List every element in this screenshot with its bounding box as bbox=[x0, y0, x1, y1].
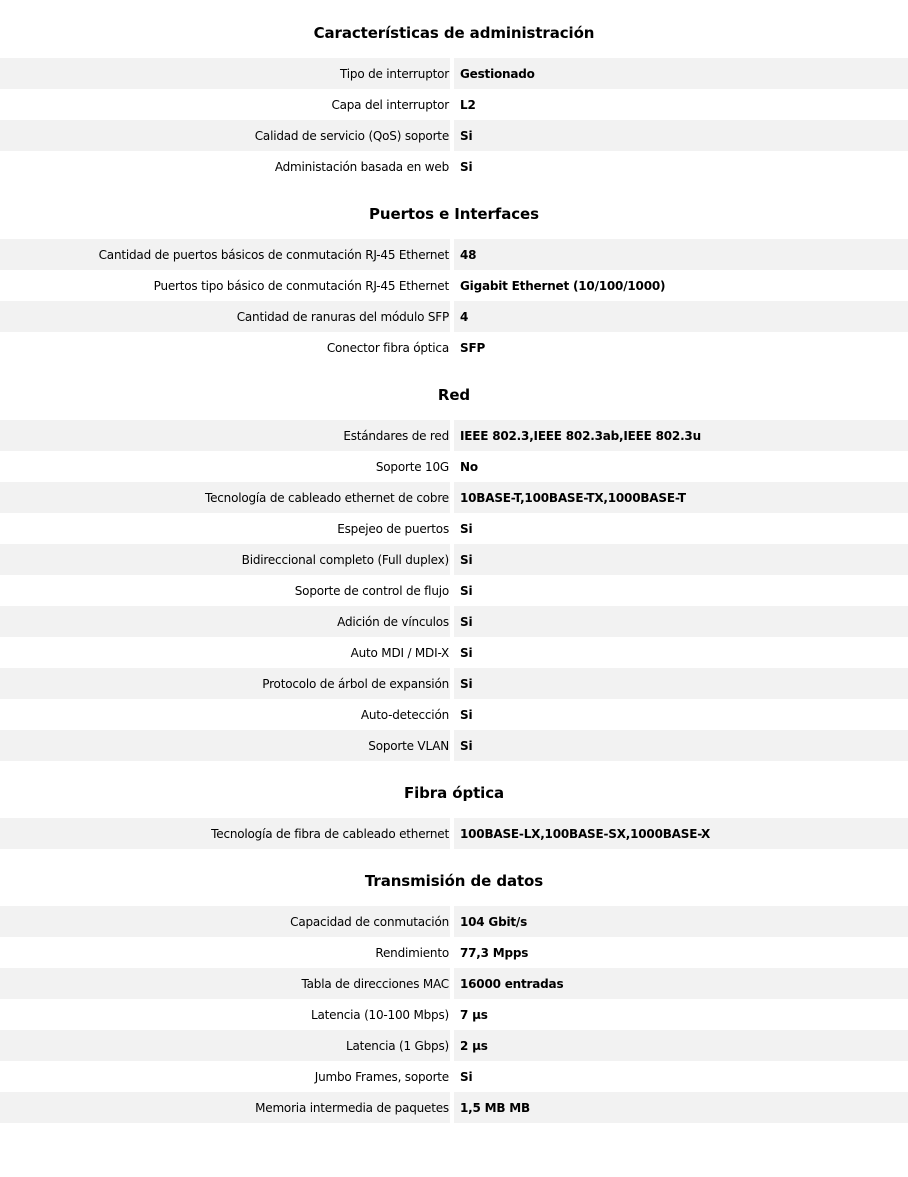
section-title bbox=[0, 182, 908, 239]
spec-value: 7 µs bbox=[460, 1007, 488, 1022]
spec-value: 77,3 Mpps bbox=[460, 945, 529, 960]
spec-label: Protocolo de árbol de expansión bbox=[262, 676, 449, 691]
spec-row bbox=[0, 301, 908, 332]
spec-value: Si bbox=[460, 1069, 473, 1084]
spec-label: Soporte VLAN bbox=[368, 738, 449, 753]
spec-label: Auto-detección bbox=[360, 707, 449, 722]
spec-row bbox=[0, 999, 908, 1030]
spec-row bbox=[0, 637, 908, 668]
section-title bbox=[0, 363, 908, 420]
spec-row bbox=[0, 151, 908, 182]
section-title-text: Fibra óptica bbox=[403, 784, 505, 802]
spec-row bbox=[0, 1092, 908, 1123]
spec-label: Tecnología de cableado ethernet de cobre bbox=[205, 490, 449, 505]
spec-value: Gigabit Ethernet (10/100/1000) bbox=[460, 278, 666, 293]
spec-label: Soporte de control de flujo bbox=[294, 583, 449, 598]
spec-value: 100BASE-LX,100BASE-SX,1000BASE-X bbox=[460, 826, 711, 841]
section-title-text: Transmisión de datos bbox=[364, 872, 544, 890]
spec-row bbox=[0, 89, 908, 120]
spec-value: 4 bbox=[460, 309, 469, 324]
spec-label: Latencia (10-100 Mbps) bbox=[311, 1007, 449, 1022]
section-ports-interfaces bbox=[0, 182, 908, 363]
section-network bbox=[0, 363, 908, 761]
spec-value: Si bbox=[460, 159, 473, 174]
spec-value: 48 bbox=[460, 247, 477, 262]
spec-label: Jumbo Frames, soporte bbox=[314, 1069, 449, 1084]
spec-value: Si bbox=[460, 676, 473, 691]
spec-label: Tipo de interruptor bbox=[340, 66, 449, 81]
spec-value: 10BASE-T,100BASE-TX,1000BASE-T bbox=[460, 490, 686, 505]
spec-row bbox=[0, 544, 908, 575]
spec-value: Si bbox=[460, 707, 473, 722]
spec-label: Estándares de red bbox=[343, 428, 449, 443]
spec-label: Calidad de servicio (QoS) soporte bbox=[254, 128, 449, 143]
spec-value: 16000 entradas bbox=[460, 976, 564, 991]
section-title-text: Características de administración bbox=[313, 24, 595, 42]
spec-label: Cantidad de ranuras del módulo SFP bbox=[236, 309, 449, 324]
spec-label: Capa del interruptor bbox=[331, 97, 449, 112]
spec-label: Puertos tipo básico de conmutación RJ-45 Ethernet bbox=[153, 278, 449, 293]
spec-value: Si bbox=[460, 645, 473, 660]
spec-row bbox=[0, 968, 908, 999]
spec-value: SFP bbox=[460, 340, 486, 355]
spec-value: 1,5 MB MB bbox=[460, 1100, 530, 1115]
spec-label: Capacidad de conmutación bbox=[290, 914, 449, 929]
spec-value: 104 Gbit/s bbox=[460, 914, 528, 929]
spec-row bbox=[0, 482, 908, 513]
spec-row bbox=[0, 451, 908, 482]
spec-value: Si bbox=[460, 521, 473, 536]
spec-row bbox=[0, 420, 908, 451]
spec-value: Si bbox=[460, 128, 473, 143]
spec-row bbox=[0, 818, 908, 849]
spec-label: Auto MDI / MDI-X bbox=[350, 645, 449, 660]
spec-label: Memoria intermedia de paquetes bbox=[255, 1100, 449, 1115]
section-title bbox=[0, 849, 908, 906]
section-title-text: Red bbox=[437, 386, 471, 404]
spec-label: Conector fibra óptica bbox=[326, 340, 449, 355]
spec-label: Cantidad de puertos básicos de conmutación RJ-45 Ethernet bbox=[98, 247, 449, 262]
spec-value: Gestionado bbox=[460, 66, 535, 81]
spec-label: Tecnología de fibra de cableado ethernet bbox=[211, 826, 449, 841]
spec-value: Si bbox=[460, 738, 473, 753]
spec-row bbox=[0, 332, 908, 363]
spec-label: Bidireccional completo (Full duplex) bbox=[241, 552, 449, 567]
section-fiber-optic bbox=[0, 761, 908, 849]
spec-row bbox=[0, 575, 908, 606]
spec-row bbox=[0, 699, 908, 730]
spec-row bbox=[0, 1061, 908, 1092]
spec-row bbox=[0, 1030, 908, 1061]
spec-label: Soporte 10G bbox=[375, 459, 449, 474]
spec-row bbox=[0, 668, 908, 699]
spec-row bbox=[0, 58, 908, 89]
spec-label: Rendimiento bbox=[375, 945, 449, 960]
spec-value: 2 µs bbox=[460, 1038, 488, 1053]
spec-row bbox=[0, 606, 908, 637]
spec-value: Si bbox=[460, 583, 473, 598]
section-title bbox=[0, 0, 908, 58]
spec-row bbox=[0, 270, 908, 301]
section-title-text: Puertos e Interfaces bbox=[369, 205, 539, 223]
spec-row bbox=[0, 239, 908, 270]
spec-value: Si bbox=[460, 614, 473, 629]
spec-row bbox=[0, 730, 908, 761]
section-title bbox=[0, 761, 908, 818]
spec-row bbox=[0, 120, 908, 151]
spec-row bbox=[0, 906, 908, 937]
section-management bbox=[0, 0, 908, 182]
spec-value: IEEE 802.3,IEEE 802.3ab,IEEE 802.3u bbox=[460, 428, 701, 443]
spec-value: L2 bbox=[460, 97, 476, 112]
spec-row bbox=[0, 513, 908, 544]
spec-value: No bbox=[460, 459, 478, 474]
spec-label: Adición de vínculos bbox=[337, 614, 449, 629]
section-data-transmission bbox=[0, 849, 908, 1123]
spec-label: Latencia (1 Gbps) bbox=[345, 1038, 449, 1053]
spec-label: Tabla de direcciones MAC bbox=[301, 976, 449, 991]
spec-row bbox=[0, 937, 908, 968]
spec-label: Administación basada en web bbox=[274, 159, 449, 174]
spec-label: Espejeo de puertos bbox=[337, 521, 449, 536]
spec-value: Si bbox=[460, 552, 473, 567]
